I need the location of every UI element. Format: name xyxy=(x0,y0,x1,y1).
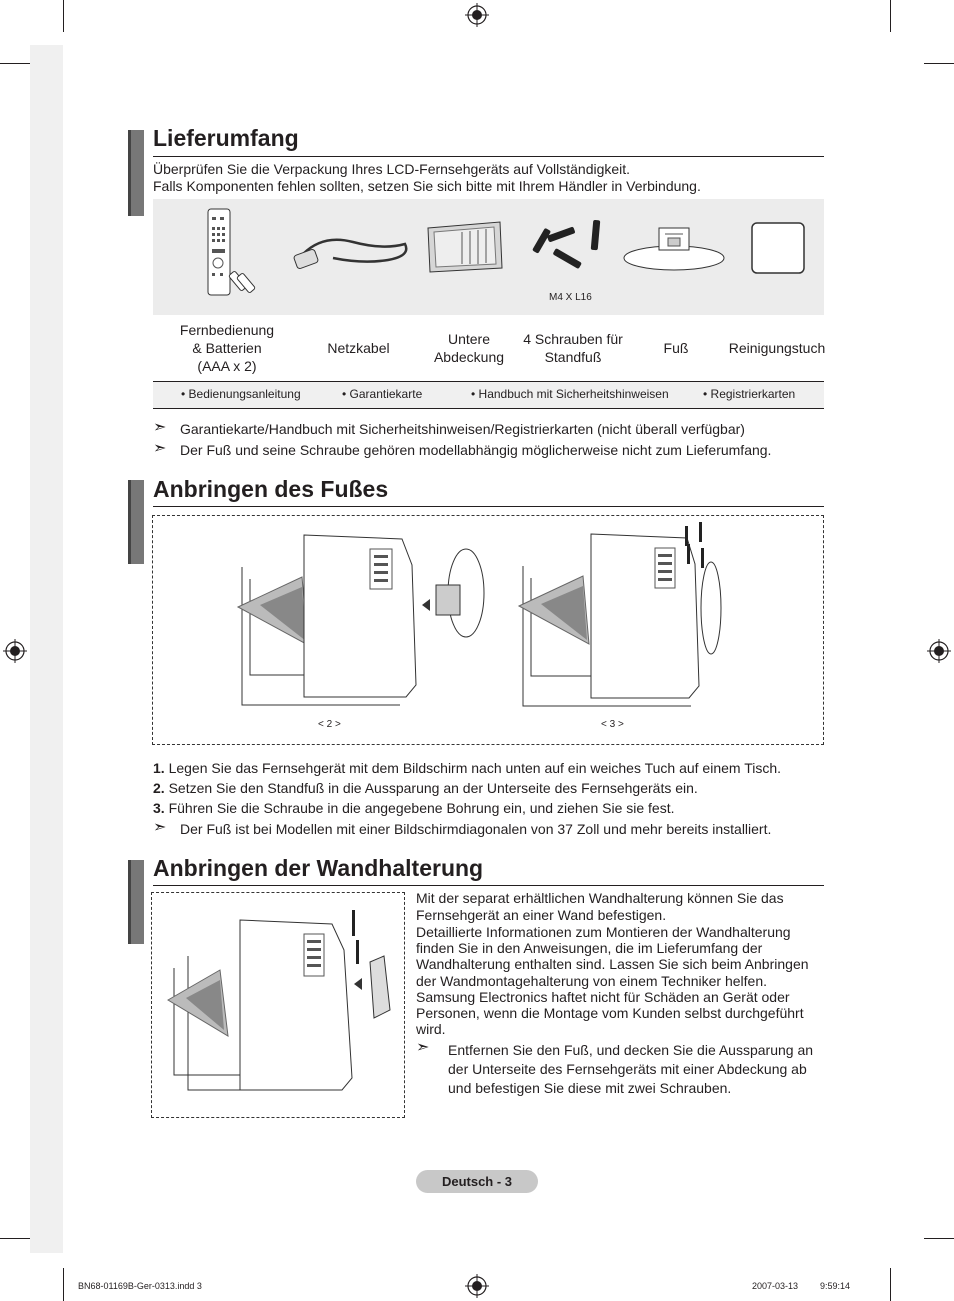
text-line: Samsung Electronics haftet nicht für Schäden an Gerät oder xyxy=(416,988,790,1005)
crop-mark xyxy=(63,1268,64,1301)
stand-step-2-illustration xyxy=(230,525,500,715)
screw-spec-label: M4 X L16 xyxy=(549,292,592,303)
crop-mark xyxy=(0,63,30,64)
registration-mark-icon xyxy=(3,639,27,663)
text-line: der Wandmontagehalterung von einem Techniker helfen. xyxy=(416,972,767,989)
section-marker-bar xyxy=(128,860,144,944)
page-margin-band xyxy=(30,45,63,1253)
section-marker-bar xyxy=(128,480,144,564)
power-cable-icon xyxy=(293,224,413,274)
wall-mount-paragraph-2 xyxy=(416,924,809,1037)
text-line: finden Sie in den Anweisungen, die im Lieferumfang der xyxy=(416,940,763,957)
crop-mark xyxy=(890,0,891,32)
text-line: Detaillierte Informationen zum Montieren der Wandhalterung xyxy=(416,924,791,940)
step-number: 2. xyxy=(153,780,165,796)
item-label-screws xyxy=(518,330,628,366)
item-label-line: Fuß xyxy=(663,340,689,356)
step-text: Setzen Sie den Standfuß in die Aussparung an der Unterseite des Fernsehgeräts ein. xyxy=(168,780,698,796)
step-2 xyxy=(153,780,698,797)
note-text: Der Fuß und seine Schraube gehören modellabhängig möglicherweise nicht zum Lieferumfang. xyxy=(180,442,772,458)
note-arrow-icon: ➣ xyxy=(153,819,167,836)
step-3 xyxy=(153,800,675,817)
stand-icon xyxy=(621,220,727,272)
section-title-lieferumfang: Lieferumfang xyxy=(153,125,299,151)
item-label-stand xyxy=(640,339,712,357)
step-number: 1. xyxy=(153,760,165,776)
crop-mark xyxy=(0,1238,30,1239)
text-line: Mit der separat erhältlichen Wandhalterung können Sie das xyxy=(416,890,784,906)
registration-mark-icon xyxy=(927,639,951,663)
crop-mark xyxy=(924,1238,954,1239)
item-label-cloth xyxy=(726,339,828,357)
note-arrow-icon: ➣ xyxy=(416,1039,430,1056)
text-line: und befestigen Sie diese mit zwei Schrauben. xyxy=(448,1080,732,1096)
crop-mark xyxy=(890,1268,891,1301)
text-line: der Unterseite des Fernsehgeräts mit einer Abdeckung ab xyxy=(448,1061,807,1077)
wall-mount-note xyxy=(448,1041,813,1098)
intro-text: Falls Komponenten fehlen sollten, setzen Sie sich bitte mit Ihrem Händler in Verbindung. xyxy=(153,178,701,194)
wall-mount-illustration xyxy=(160,900,400,1110)
note-text: Garantiekarte/Handbuch mit Sicherheitshinweisen/Registrierkarten (nicht überall verfügbar) xyxy=(180,421,745,437)
figure-caption: < 3 > xyxy=(601,719,624,730)
intro-text: Überprüfen Sie die Verpackung Ihres LCD-Fernsehgeräts auf Vollständigkeit. xyxy=(153,161,631,177)
item-label-line: Fernbedienung xyxy=(179,322,275,338)
section-marker-bar xyxy=(128,130,144,216)
item-label-line: 4 Schrauben für xyxy=(523,331,623,347)
note-arrow-icon: ➣ xyxy=(153,440,167,457)
print-date: 2007-03-13 xyxy=(752,1281,799,1291)
section-rule xyxy=(153,885,824,886)
text-line: wird. xyxy=(416,1021,446,1038)
bottom-cover-icon xyxy=(422,218,506,278)
screws-icon xyxy=(530,214,610,280)
step-number: 3. xyxy=(153,800,165,816)
optional-item: • Garantiekarte xyxy=(342,387,423,401)
cleaning-cloth-icon xyxy=(749,220,807,276)
item-label-line: Reinigungstuch xyxy=(728,340,826,356)
registration-mark-icon xyxy=(465,3,489,27)
note-arrow-icon: ➣ xyxy=(153,419,167,436)
step-text: Führen Sie die Schraube in die angegebene Bohrung ein, und ziehen Sie sie fest. xyxy=(168,800,675,816)
page-number-badge: Deutsch - 3 xyxy=(416,1170,538,1193)
text-line: Personen, wenn die Montage vom Kunden selbst durchgeführt xyxy=(416,1005,804,1022)
print-time: 9:59:14 xyxy=(820,1281,851,1291)
step-1 xyxy=(153,760,781,777)
section-rule xyxy=(153,156,824,157)
crop-mark xyxy=(63,0,64,32)
item-label-line: (AAA x 2) xyxy=(197,358,257,374)
section-rule xyxy=(153,506,824,507)
stand-step-3-illustration xyxy=(515,520,755,715)
remote-control-icon xyxy=(198,207,260,299)
crop-mark xyxy=(924,63,954,64)
item-label-remote xyxy=(153,321,301,375)
item-label-line: Abdeckung xyxy=(433,349,505,365)
item-label-power-cable xyxy=(301,339,416,357)
registration-mark-icon xyxy=(465,1274,489,1298)
text-line: Entfernen Sie den Fuß, und decken Sie die Aussparung an xyxy=(448,1042,814,1058)
file-name: BN68-01169B-Ger-0313.indd 3 xyxy=(78,1281,202,1291)
item-label-line: Netzkabel xyxy=(327,340,390,356)
figure-caption: < 2 > xyxy=(318,719,341,730)
optional-item: • Handbuch mit Sicherheitshinweisen xyxy=(471,387,669,401)
optional-item: • Registrierkarten xyxy=(703,387,796,401)
item-label-cover xyxy=(416,330,522,366)
section-title-wandhalterung: Anbringen der Wandhalterung xyxy=(153,855,484,881)
optional-items-row xyxy=(153,381,824,409)
note-text: Der Fuß ist bei Modellen mit einer Bildschirmdiagonalen von 37 Zoll und mehr bereits installiert. xyxy=(180,821,772,837)
step-text: Legen Sie das Fernsehgerät mit dem Bildschirm nach unten auf ein weiches Tuch auf einem Tisch. xyxy=(168,760,782,776)
optional-item: • Bedienungsanleitung xyxy=(181,387,301,401)
wall-mount-paragraph-1 xyxy=(416,890,784,924)
text-line: Fernsehgerät an einer Wand befestigen. xyxy=(416,907,667,923)
section-title-fuss: Anbringen des Fußes xyxy=(153,476,389,502)
item-label-line: & Batterien xyxy=(192,340,262,356)
item-label-line: Untere xyxy=(447,331,491,347)
text-line: Wandhalterung enthalten sind. Lassen Sie sich beim Anbringen xyxy=(416,956,809,973)
item-label-line: Standfuß xyxy=(544,349,602,365)
